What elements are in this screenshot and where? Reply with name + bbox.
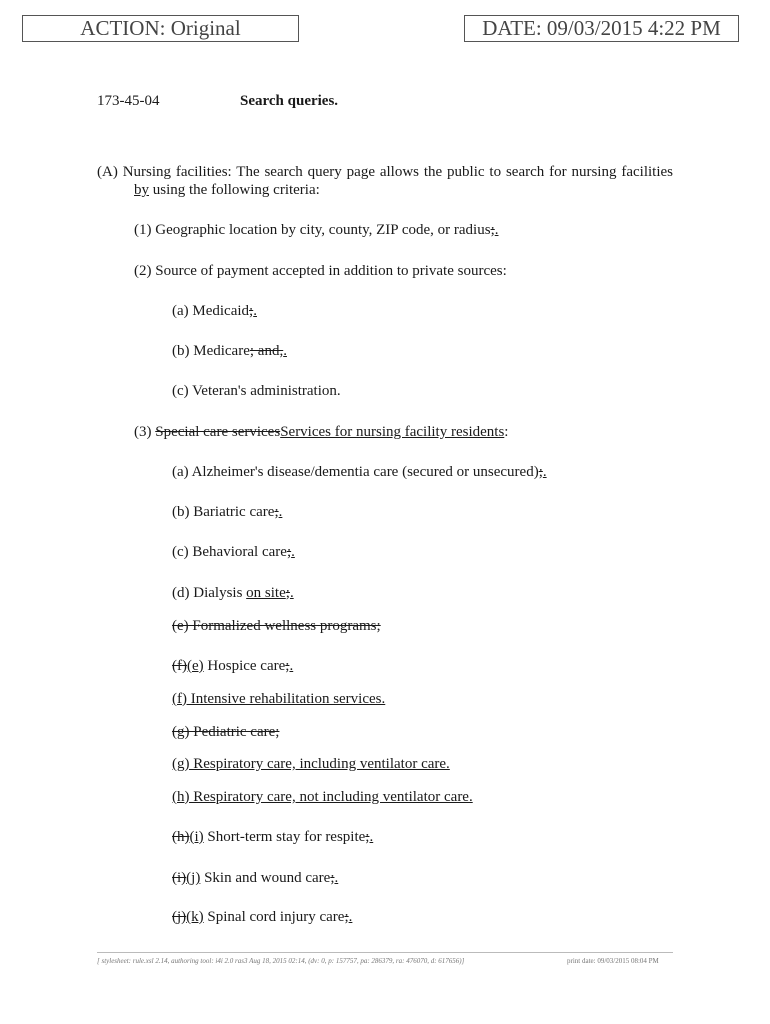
deleted-text: (e) Formalized wellness programs; <box>172 618 381 634</box>
item-3g-deleted <box>172 723 279 741</box>
item-3i <box>172 828 373 846</box>
paragraph-a-text-1: (A) Nursing facilities: The search query page allows the public to search for nursing facilities <box>97 164 673 180</box>
rule-title: Search queries. <box>240 93 339 109</box>
inserted-text: (j) <box>186 870 201 886</box>
inserted-text: . <box>494 222 499 238</box>
item-3f <box>172 690 385 708</box>
deleted-text: ; and, <box>249 343 284 359</box>
inserted-text: . <box>348 909 353 925</box>
inserted-text: on site <box>246 585 286 601</box>
paragraph-a <box>97 163 673 199</box>
item-text: (a) Medicaid <box>172 303 250 319</box>
deleted-text: ; <box>330 870 335 886</box>
deleted-text: ; <box>344 909 349 925</box>
action-label: ACTION: Original <box>22 15 299 42</box>
item-text: (1) Geographic location by city, county, ZIP code, or radius <box>134 222 491 238</box>
deleted-text: ; <box>538 464 543 480</box>
item-text: (b) Medicare <box>172 343 250 359</box>
deleted-text: (f) <box>172 658 187 674</box>
inserted-text: (f) Intensive rehabilitation services. <box>172 691 386 707</box>
item-3e-deleted <box>172 617 381 635</box>
item-text: Spinal cord injury care <box>203 909 345 925</box>
inserted-text: . <box>283 343 287 359</box>
inserted-text: . <box>289 585 294 601</box>
item-text: (b) Bariatric care <box>172 504 275 520</box>
inserted-text: (e) <box>187 658 204 674</box>
item-3c <box>172 543 295 561</box>
deleted-text: ; <box>285 585 290 601</box>
inserted-text: Services for nursing facility residents <box>280 424 505 440</box>
inserted-text: . <box>289 658 294 674</box>
inserted-text: (g) Respiratory care, including ventilator care. <box>172 756 450 772</box>
deleted-text: ; <box>274 504 279 520</box>
deleted-text: (i) <box>172 870 187 886</box>
item-text: (c) Veteran's administration. <box>172 383 341 399</box>
item-text: (d) Dialysis <box>172 585 247 601</box>
item-text: (a) Alzheimer's disease/dementia care (secured or unsecured) <box>172 464 539 480</box>
item-3k <box>172 908 352 926</box>
item-3d <box>172 584 294 602</box>
item-text: Hospice care <box>203 658 286 674</box>
inserted-text: . <box>334 870 339 886</box>
rule-number: 173-45-04 <box>97 93 160 109</box>
footer-print-date: print date: 09/03/2015 08:04 PM <box>567 957 659 965</box>
deleted-text: (h) <box>172 829 190 845</box>
deleted-text: ; <box>365 829 370 845</box>
item-2b <box>172 342 287 360</box>
item-2a <box>172 302 257 320</box>
inserted-text: (i) <box>189 829 204 845</box>
item-3a <box>172 463 547 481</box>
inserted-text: (k) <box>186 909 204 925</box>
footer-divider <box>97 952 673 953</box>
deleted-text: (g) Pediatric care; <box>172 724 280 740</box>
item-3 <box>134 423 508 441</box>
item-text: Short-term stay for respite <box>203 829 366 845</box>
item-text: (2) Source of payment accepted in addition to private sources: <box>134 263 507 279</box>
item-1 <box>134 221 498 239</box>
deleted-text: ; <box>249 303 254 319</box>
deleted-text: ; <box>490 222 495 238</box>
inserted-text: . <box>542 464 547 480</box>
footer-metadata: [ stylesheet: rule.xsl 2.14, authoring tool: i4i 2.0 ras3 Aug 18, 2015 02:14, (dv: 0, p: 157757, pa: 286379, ra: 476070, d: 617656)] <box>97 957 465 965</box>
date-label: DATE: 09/03/2015 4:22 PM <box>464 15 739 42</box>
item-text: Skin and wound care <box>200 870 331 886</box>
inserted-text: (h) Respiratory care, not including ventilator care. <box>172 789 473 805</box>
deleted-text: ; <box>285 658 290 674</box>
item-2c <box>172 382 341 400</box>
item-3h <box>172 788 473 806</box>
deleted-text: (j) <box>172 909 187 925</box>
item-3g <box>172 755 450 773</box>
item-text: (3) <box>134 424 156 440</box>
item-text: (c) Behavioral care <box>172 544 287 560</box>
inserted-text: . <box>369 829 374 845</box>
deleted-text: Special care services <box>155 424 281 440</box>
item-3j <box>172 869 338 887</box>
item-3e <box>172 657 293 675</box>
item-3b <box>172 503 282 521</box>
item-2 <box>134 262 507 280</box>
inserted-text: by <box>134 182 149 198</box>
deleted-text: ; <box>286 544 292 560</box>
inserted-text: . <box>278 504 283 520</box>
inserted-text: . <box>291 544 295 560</box>
item-suffix: : <box>504 424 509 440</box>
paragraph-a-text-2: using the following criteria: <box>149 182 320 198</box>
inserted-text: . <box>253 303 257 319</box>
